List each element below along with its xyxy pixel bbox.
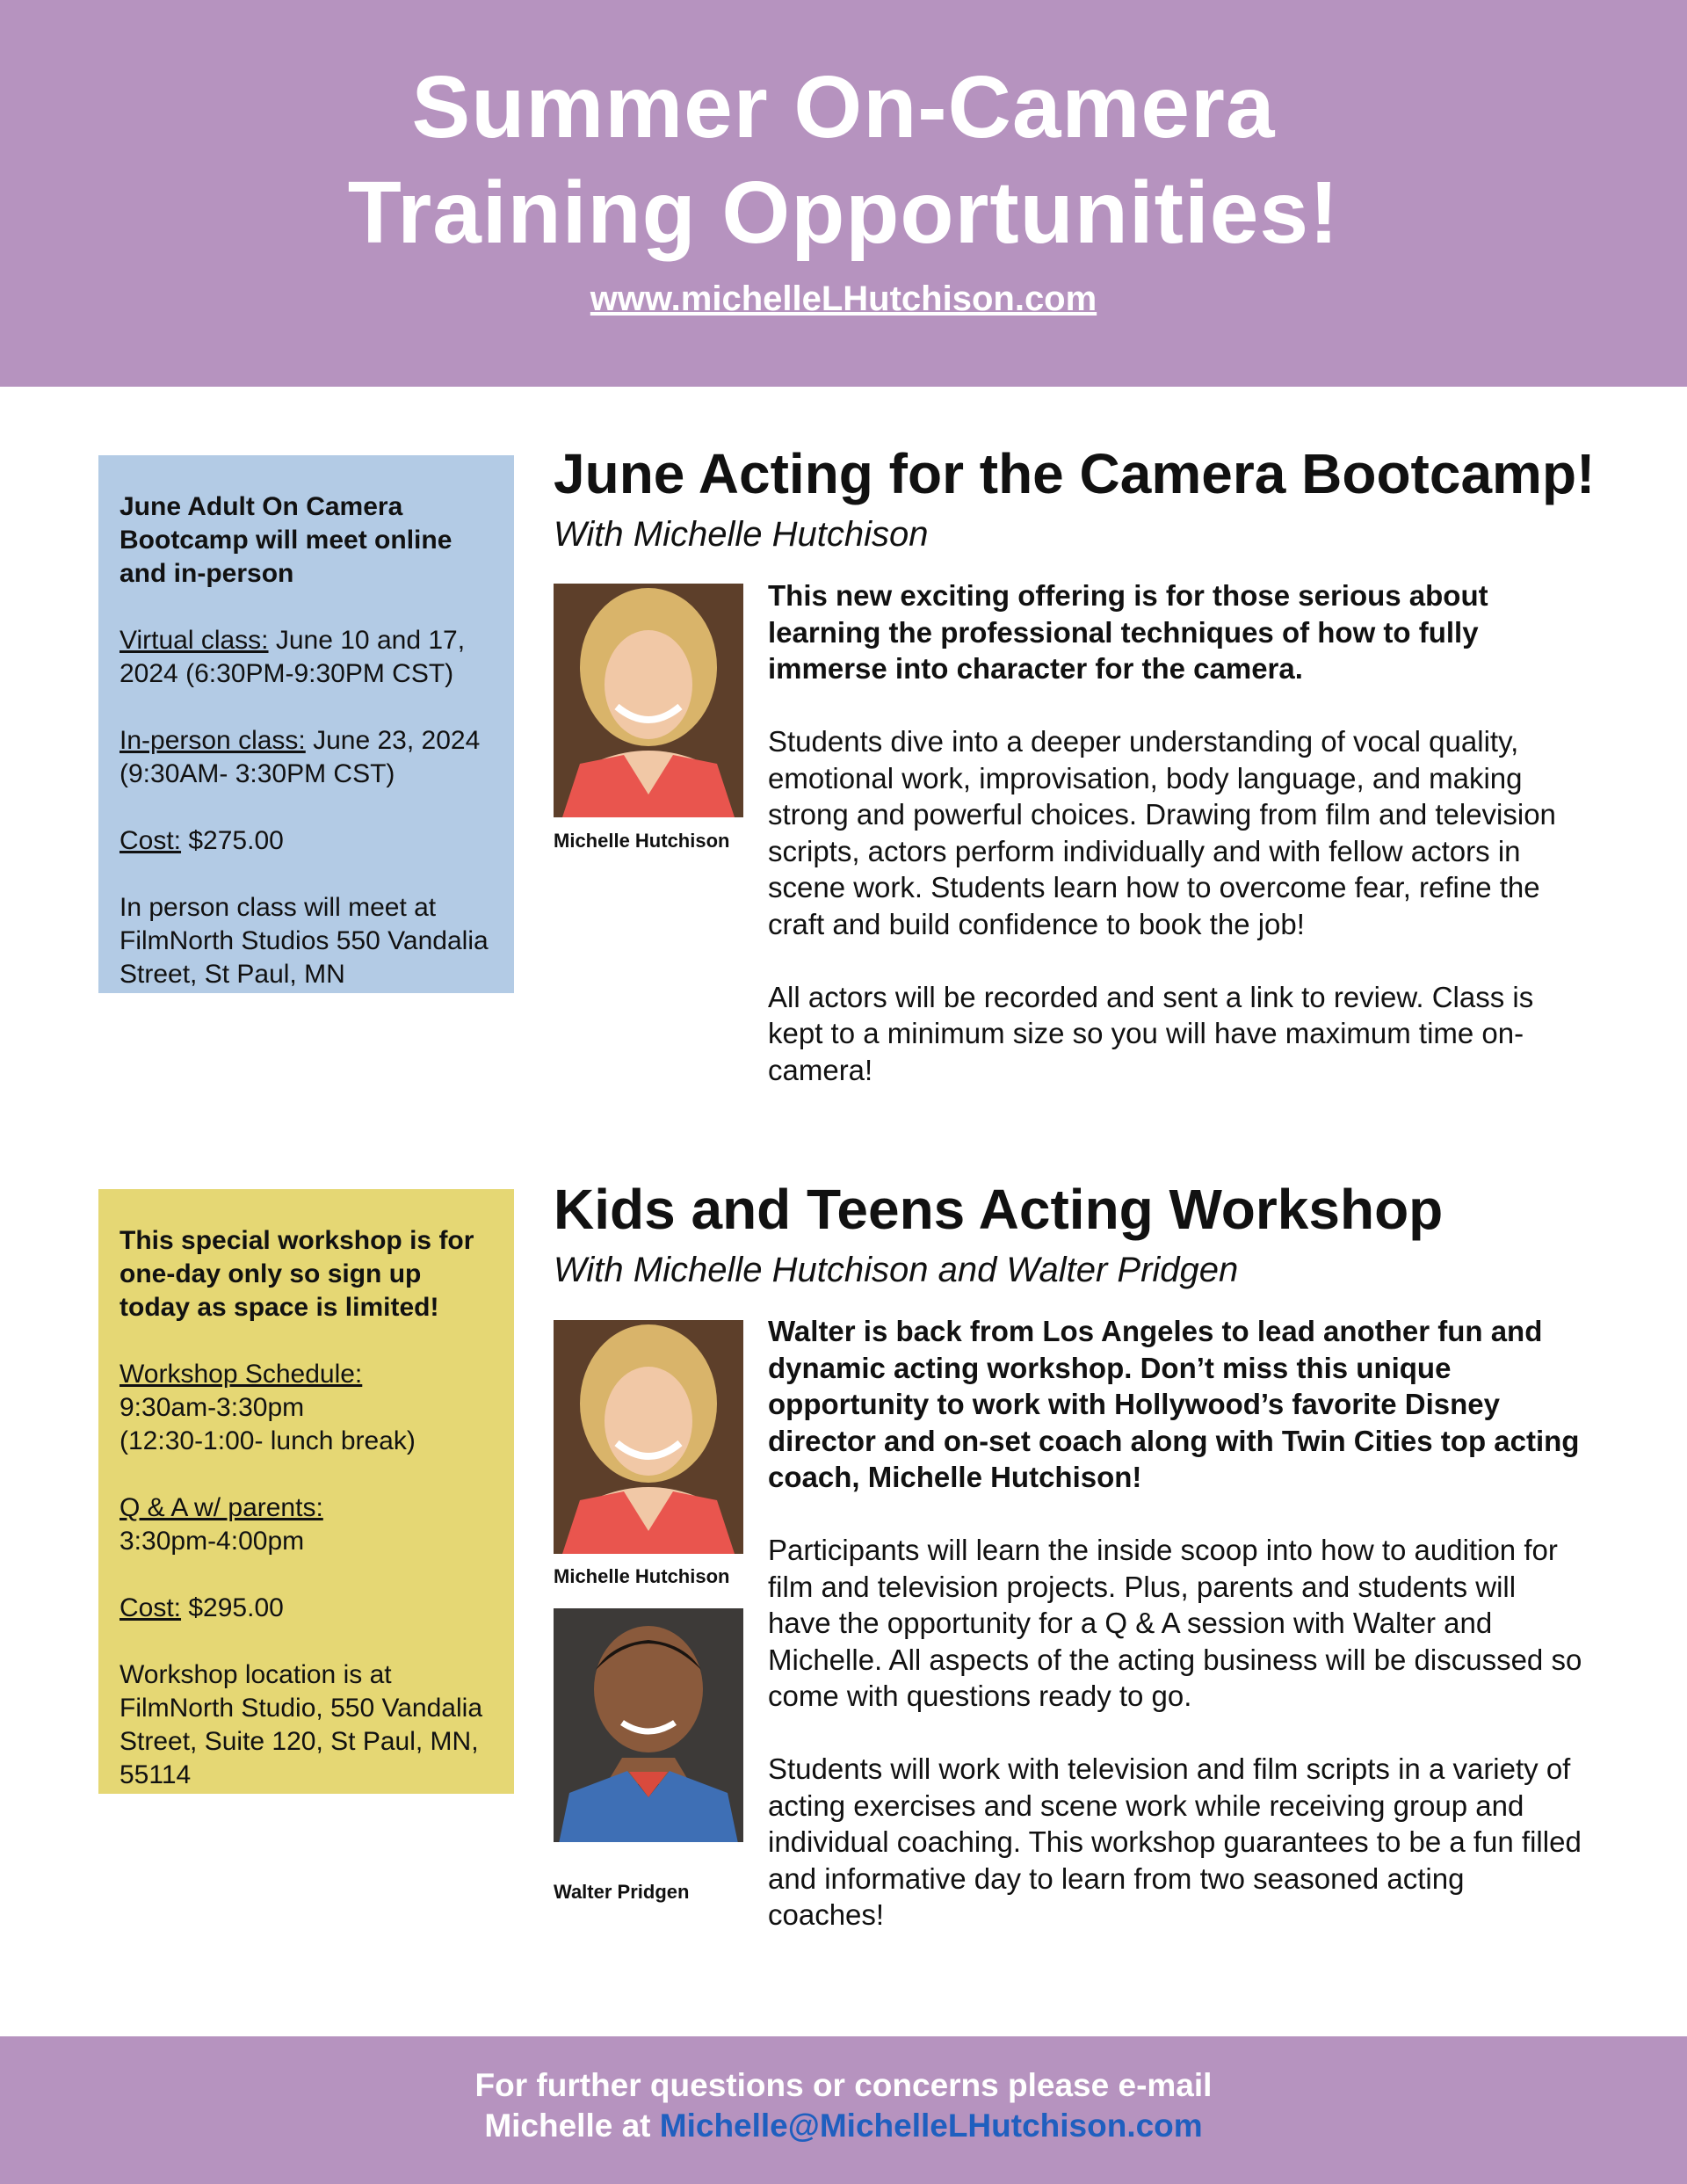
footer-message <box>0 2065 1687 2146</box>
inperson-class-info <box>119 724 493 791</box>
workshop-para-3: Students will work with television and film scripts in a variety of acting exercises and scene work while receiving group and individual coaching. This workshop guarantees to be a fun filled and informative day to learn from two seasoned acting coaches! <box>768 1752 1582 1931</box>
inperson-class-value: June 23, 2024 (9:30AM- 3:30PM CST) <box>119 726 481 788</box>
workshop-cost-value: $295.00 <box>181 1593 284 1622</box>
workshop-cost-label: Cost: <box>119 1593 182 1622</box>
walter-photo-caption: Walter Pridgen <box>554 1881 690 1903</box>
virtual-class-value: June 10 and 17, 2024 (6:30PM-9:30PM CST) <box>119 626 466 688</box>
virtual-class-info <box>119 624 493 691</box>
workshop-para-1: Walter is back from Los Angeles to lead another fun and dynamic acting workshop. Don’t miss this unique opportunity to work with Hollywood’s favorite Disney director and on-set coach along with Twin Cities top acting coach, Michelle Hutchison! <box>768 1315 1580 1493</box>
workshop-cost-info <box>119 1592 493 1625</box>
portrait-michelle-icon <box>554 1320 743 1554</box>
footer-line1: For further questions or concerns please e-mail <box>474 2067 1213 2103</box>
michelle-photo-2-caption: Michelle Hutchison <box>554 1565 730 1587</box>
bootcamp-para-2: Students dive into a deeper understanding of vocal quality, emotional work, improvisation, body language, and making strong and powerful choices. Drawing from film and television scripts, actors perform individually and with fellow actors in scene work. Students learn how to overcome fear, refine the craft and build confidence to book the job! <box>768 725 1556 940</box>
header-banner <box>0 0 1687 387</box>
virtual-class-label: Virtual class: <box>119 626 269 655</box>
bootcamp-para-1: This new exciting offering is for those serious about learning the professional techniques of how to fully immerse into character for the camera. <box>768 579 1488 685</box>
workshop-info-lead: This special workshop is for one-day only so sign up today as space is limited! <box>119 1226 474 1322</box>
bootcamp-cost-label: Cost: <box>119 826 182 855</box>
portrait-michelle-icon <box>554 584 743 817</box>
bootcamp-info-lead: June Adult On Camera Bootcamp will meet online and in-person <box>119 492 453 588</box>
contact-email-link[interactable]: Michelle@MichelleLHutchison.com <box>659 2108 1203 2144</box>
page-title <box>0 54 1687 265</box>
workshop-info-box <box>98 1189 514 1794</box>
workshop-subtitle: With Michelle Hutchison and Walter Pridgen <box>554 1251 1239 1289</box>
page-title-line1: Summer On-Camera <box>411 58 1276 156</box>
inperson-class-label: In-person class: <box>119 726 306 755</box>
workshop-schedule-label: Workshop Schedule: <box>119 1360 363 1389</box>
michelle-photo-1-caption: Michelle Hutchison <box>554 830 730 852</box>
bootcamp-title: June Acting for the Camera Bootcamp! <box>554 442 1596 505</box>
workshop-schedule-info <box>119 1358 493 1458</box>
workshop-para-2: Participants will learn the inside scoop into how to audition for film and television projects. Plus, parents and students will have the opportunity for a Q & A session with Walter and Michelle. All aspects of the acting business will be discussed so come with questions ready to go. <box>768 1534 1582 1712</box>
bootcamp-para-3: All actors will be recorded and sent a link to review. Class is kept to a minimum size so you will have maximum time on-camera! <box>768 980 1534 1086</box>
workshop-title: Kids and Teens Acting Workshop <box>554 1178 1444 1241</box>
bootcamp-cost-info <box>119 824 493 858</box>
workshop-location: Workshop location is at FilmNorth Studio, 550 Vandalia Street, Suite 120, St Paul, MN, 55114 <box>119 1660 482 1789</box>
walter-photo <box>554 1608 743 1842</box>
portrait-walter-icon <box>554 1608 743 1842</box>
workshop-schedule-time: 9:30am-3:30pm <box>119 1393 305 1422</box>
bootcamp-cost-value: $275.00 <box>181 826 284 855</box>
footer-banner <box>0 2036 1687 2184</box>
bootcamp-subtitle: With Michelle Hutchison <box>554 515 929 554</box>
page-title-line2: Training Opportunities! <box>347 163 1340 262</box>
workshop-schedule-break: (12:30-1:00- lunch break) <box>119 1426 416 1455</box>
workshop-description <box>768 1313 1585 1970</box>
website-link[interactable]: www.michelleLHutchison.com <box>590 279 1097 318</box>
bootcamp-info-box <box>98 455 514 993</box>
footer-line2-prefix: Michelle at <box>484 2108 660 2144</box>
michelle-photo-2 <box>554 1320 743 1554</box>
bootcamp-description <box>768 577 1585 1125</box>
qa-parents-info <box>119 1491 493 1558</box>
michelle-photo-1 <box>554 584 743 817</box>
bootcamp-location: In person class will meet at FilmNorth Studios 550 Vandalia Street, St Paul, MN <box>119 893 489 989</box>
qa-parents-time: 3:30pm-4:00pm <box>119 1527 305 1556</box>
qa-parents-label: Q & A w/ parents: <box>119 1493 323 1522</box>
